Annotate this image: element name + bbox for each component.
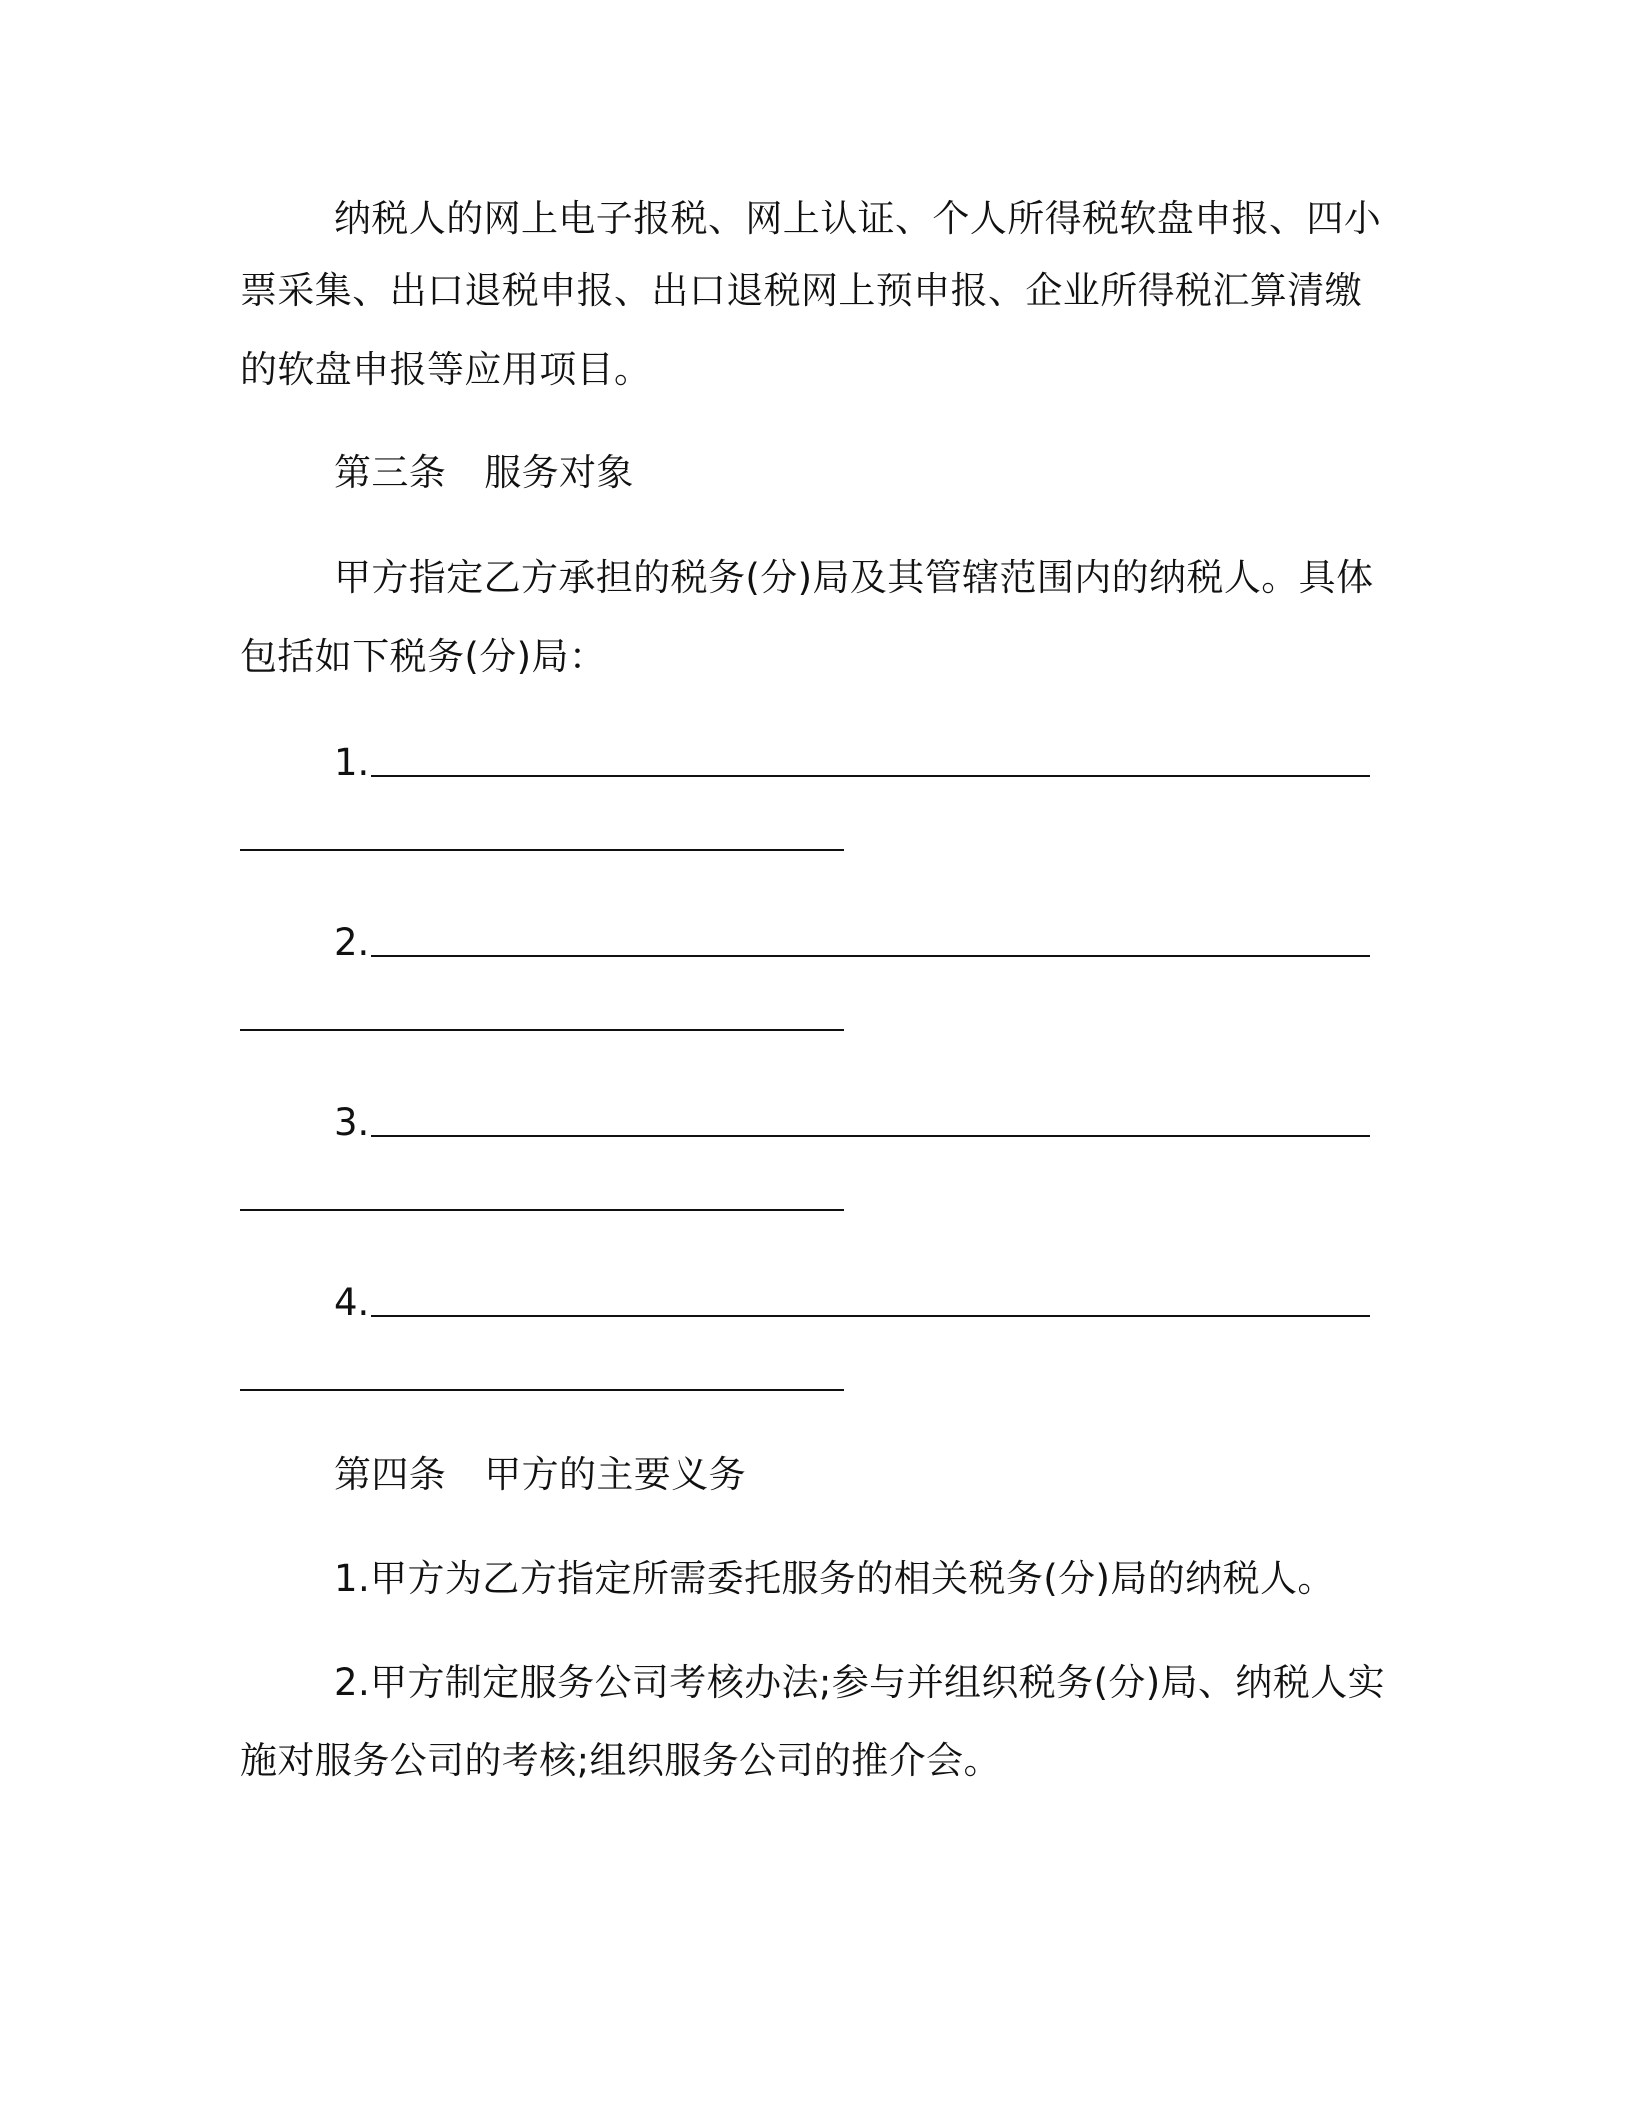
article-3-heading [334,450,1370,496]
blank-underline [371,1314,1370,1317]
blank-item-number: 3. [334,1101,370,1144]
blank-continuation-line [240,848,844,851]
article-3-body-line-1: 甲方指定乙方承担的税务(分)局及其管辖范围内的纳税人。具体 [334,556,1374,599]
blank-underline [371,774,1370,777]
blank-continuation-line [240,1028,844,1031]
blank-item-1 [334,740,1370,786]
blank-continuation-line [240,1388,844,1391]
article-4-heading [334,1452,1370,1498]
article-4-item-1: 1.甲方为乙方指定所需委托服务的相关税务(分)局的纳税人。 [334,1557,1335,1600]
article-4-item-2-line-1: 2.甲方制定服务公司考核办法;参与并组织税务(分)局、纳税人实 [334,1661,1386,1704]
article-3-body-line-2: 包括如下税务(分)局： [240,635,607,678]
article-4-item-2-line-2: 施对服务公司的考核;组织服务公司的推介会。 [240,1739,1001,1782]
article-3-number: 第三条 [334,451,447,494]
intro-line-1: 纳税人的网上电子报税、网上认证、个人所得税软盘申报、四小 [334,197,1382,240]
article-4-number: 第四条 [334,1453,447,1496]
blank-underline [371,954,1370,957]
article-4-title: 甲方的主要义务 [484,1453,747,1496]
blank-item-4 [334,1280,1370,1326]
blank-item-number: 4. [334,1281,370,1324]
blank-continuation-line [240,1208,844,1211]
blank-underline [371,1134,1370,1137]
article-3-title: 服务对象 [484,451,634,494]
blank-item-number: 2. [334,921,370,964]
blank-item-2 [334,920,1370,966]
blank-item-number: 1. [334,741,370,784]
intro-line-3: 的软盘申报等应用项目。 [240,348,652,391]
intro-line-2: 票采集、出口退税申报、出口退税网上预申报、企业所得税汇算清缴 [240,269,1362,312]
blank-item-3 [334,1100,1370,1146]
